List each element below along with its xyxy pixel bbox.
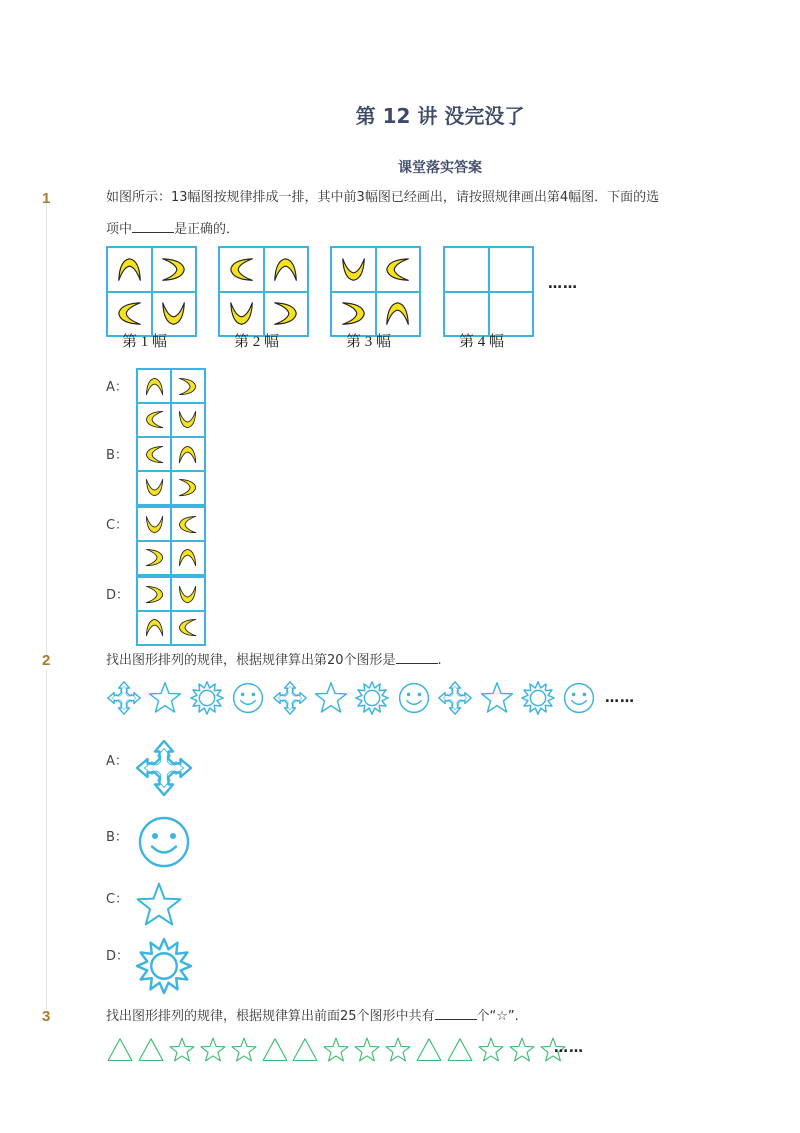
star-icon bbox=[322, 1036, 350, 1064]
grid-divider bbox=[108, 291, 195, 293]
grid-divider bbox=[332, 291, 419, 293]
panel-caption: 第 2 幅 bbox=[234, 334, 280, 350]
moon-icon bbox=[152, 248, 196, 292]
moon-icon bbox=[171, 541, 204, 574]
triangle-icon bbox=[291, 1036, 319, 1064]
empty-cell bbox=[445, 248, 489, 292]
moon-icon bbox=[220, 248, 264, 292]
moon-icon bbox=[171, 611, 204, 644]
triangle-icon bbox=[137, 1036, 165, 1064]
sun-icon bbox=[189, 680, 225, 716]
question-rule bbox=[46, 670, 47, 1010]
option-label-a[interactable]: A： bbox=[106, 380, 128, 395]
empty-cell bbox=[489, 292, 533, 336]
star-icon bbox=[479, 680, 515, 716]
ellipsis: …… bbox=[605, 690, 635, 706]
moon-icon bbox=[171, 438, 204, 471]
star-icon bbox=[353, 1036, 381, 1064]
option-c-grid bbox=[136, 506, 206, 576]
option-b-grid bbox=[136, 436, 206, 506]
panel-caption: 第 3 幅 bbox=[346, 334, 392, 350]
question-number-3: 3 bbox=[42, 1008, 51, 1025]
option-label-d[interactable]: D： bbox=[106, 588, 130, 603]
grid-divider bbox=[138, 470, 204, 472]
question-2-text: 找出图形排列的规律，根据规律算出第20个图形是 . bbox=[106, 645, 442, 677]
question-number-2: 2 bbox=[42, 652, 51, 669]
smiley-icon bbox=[561, 680, 597, 716]
panel-caption: 第 1 幅 bbox=[122, 334, 168, 350]
option-label-a[interactable]: A： bbox=[106, 754, 128, 769]
moon-icon bbox=[108, 292, 152, 336]
smiley-icon bbox=[134, 812, 194, 876]
panel-caption: 第 4 幅 bbox=[459, 334, 505, 350]
moon-icon bbox=[138, 471, 171, 504]
question-1-line-2: 项中 是正确的． bbox=[106, 214, 659, 246]
question-1-line-1: 如图所示：13幅图按规律排成一排，其中前3幅图已经画出，请按照规律画出第4幅图．下面的选 bbox=[106, 190, 660, 205]
star-icon bbox=[508, 1036, 536, 1064]
star-icon bbox=[384, 1036, 412, 1064]
option-d-grid bbox=[136, 576, 206, 646]
grid-divider bbox=[138, 610, 204, 612]
moon-icon bbox=[171, 370, 204, 403]
cross-icon bbox=[134, 738, 194, 802]
sun-icon bbox=[134, 936, 194, 1000]
empty-cell bbox=[445, 292, 489, 336]
moon-icon bbox=[332, 292, 376, 336]
moon-icon bbox=[138, 578, 171, 611]
empty-cell bbox=[489, 248, 533, 292]
option-label-d[interactable]: D： bbox=[106, 949, 130, 964]
star-icon bbox=[477, 1036, 505, 1064]
smiley-icon bbox=[396, 680, 432, 716]
cross-icon bbox=[437, 680, 473, 716]
triangle-icon bbox=[106, 1036, 134, 1064]
moon-icon bbox=[171, 578, 204, 611]
triangle-icon bbox=[415, 1036, 443, 1064]
question-rule bbox=[46, 200, 47, 655]
ellipsis: …… bbox=[548, 276, 578, 292]
pattern-panel-3 bbox=[330, 246, 421, 337]
ellipsis: …… bbox=[554, 1040, 584, 1056]
option-label-c[interactable]: C： bbox=[106, 892, 129, 907]
moon-icon bbox=[376, 292, 420, 336]
option-label-b[interactable]: B： bbox=[106, 830, 128, 845]
moon-icon bbox=[220, 292, 264, 336]
triangle-icon bbox=[446, 1036, 474, 1064]
cross-icon bbox=[272, 680, 308, 716]
option-label-b[interactable]: B： bbox=[106, 448, 128, 463]
pattern-panel-4 bbox=[443, 246, 534, 337]
option-a-grid bbox=[136, 368, 206, 438]
option-label-c[interactable]: C： bbox=[106, 518, 129, 533]
moon-icon bbox=[332, 248, 376, 292]
question-3-text: 找出图形排列的规律，根据规律算出前面25个图形中共有 个“☆”. bbox=[106, 1001, 519, 1033]
moon-icon bbox=[264, 248, 308, 292]
moon-icon bbox=[376, 248, 420, 292]
moon-icon bbox=[264, 292, 308, 336]
sun-icon bbox=[354, 680, 390, 716]
moon-icon bbox=[171, 403, 204, 436]
answer-blank[interactable] bbox=[132, 218, 174, 233]
star-icon bbox=[199, 1036, 227, 1064]
grid-divider bbox=[445, 291, 532, 293]
star-icon bbox=[230, 1036, 258, 1064]
moon-icon bbox=[138, 438, 171, 471]
moon-icon bbox=[171, 508, 204, 541]
pattern-panel-1 bbox=[106, 246, 197, 337]
grid-divider bbox=[220, 291, 307, 293]
moon-icon bbox=[138, 403, 171, 436]
moon-icon bbox=[138, 508, 171, 541]
page-title: 第 12 讲 没完没了 bbox=[355, 104, 525, 128]
grid-divider bbox=[138, 402, 204, 404]
question-number-1: 1 bbox=[42, 190, 51, 207]
triangle-icon bbox=[261, 1036, 289, 1064]
question-1-text bbox=[106, 182, 659, 246]
moon-icon bbox=[152, 292, 196, 336]
star-icon bbox=[313, 680, 349, 716]
star-icon bbox=[168, 1036, 196, 1064]
moon-icon bbox=[108, 248, 152, 292]
moon-icon bbox=[138, 611, 171, 644]
cross-icon bbox=[106, 680, 142, 716]
sun-icon bbox=[520, 680, 556, 716]
star-icon bbox=[147, 680, 183, 716]
smiley-icon bbox=[230, 680, 266, 716]
moon-icon bbox=[138, 541, 171, 574]
moon-icon bbox=[171, 471, 204, 504]
answer-blank[interactable] bbox=[396, 649, 438, 664]
moon-icon bbox=[138, 370, 171, 403]
grid-divider bbox=[138, 540, 204, 542]
star-icon bbox=[134, 880, 184, 934]
page-subtitle: 课堂落实答案 bbox=[398, 160, 482, 176]
answer-blank[interactable] bbox=[435, 1005, 477, 1020]
pattern-panel-2 bbox=[218, 246, 309, 337]
